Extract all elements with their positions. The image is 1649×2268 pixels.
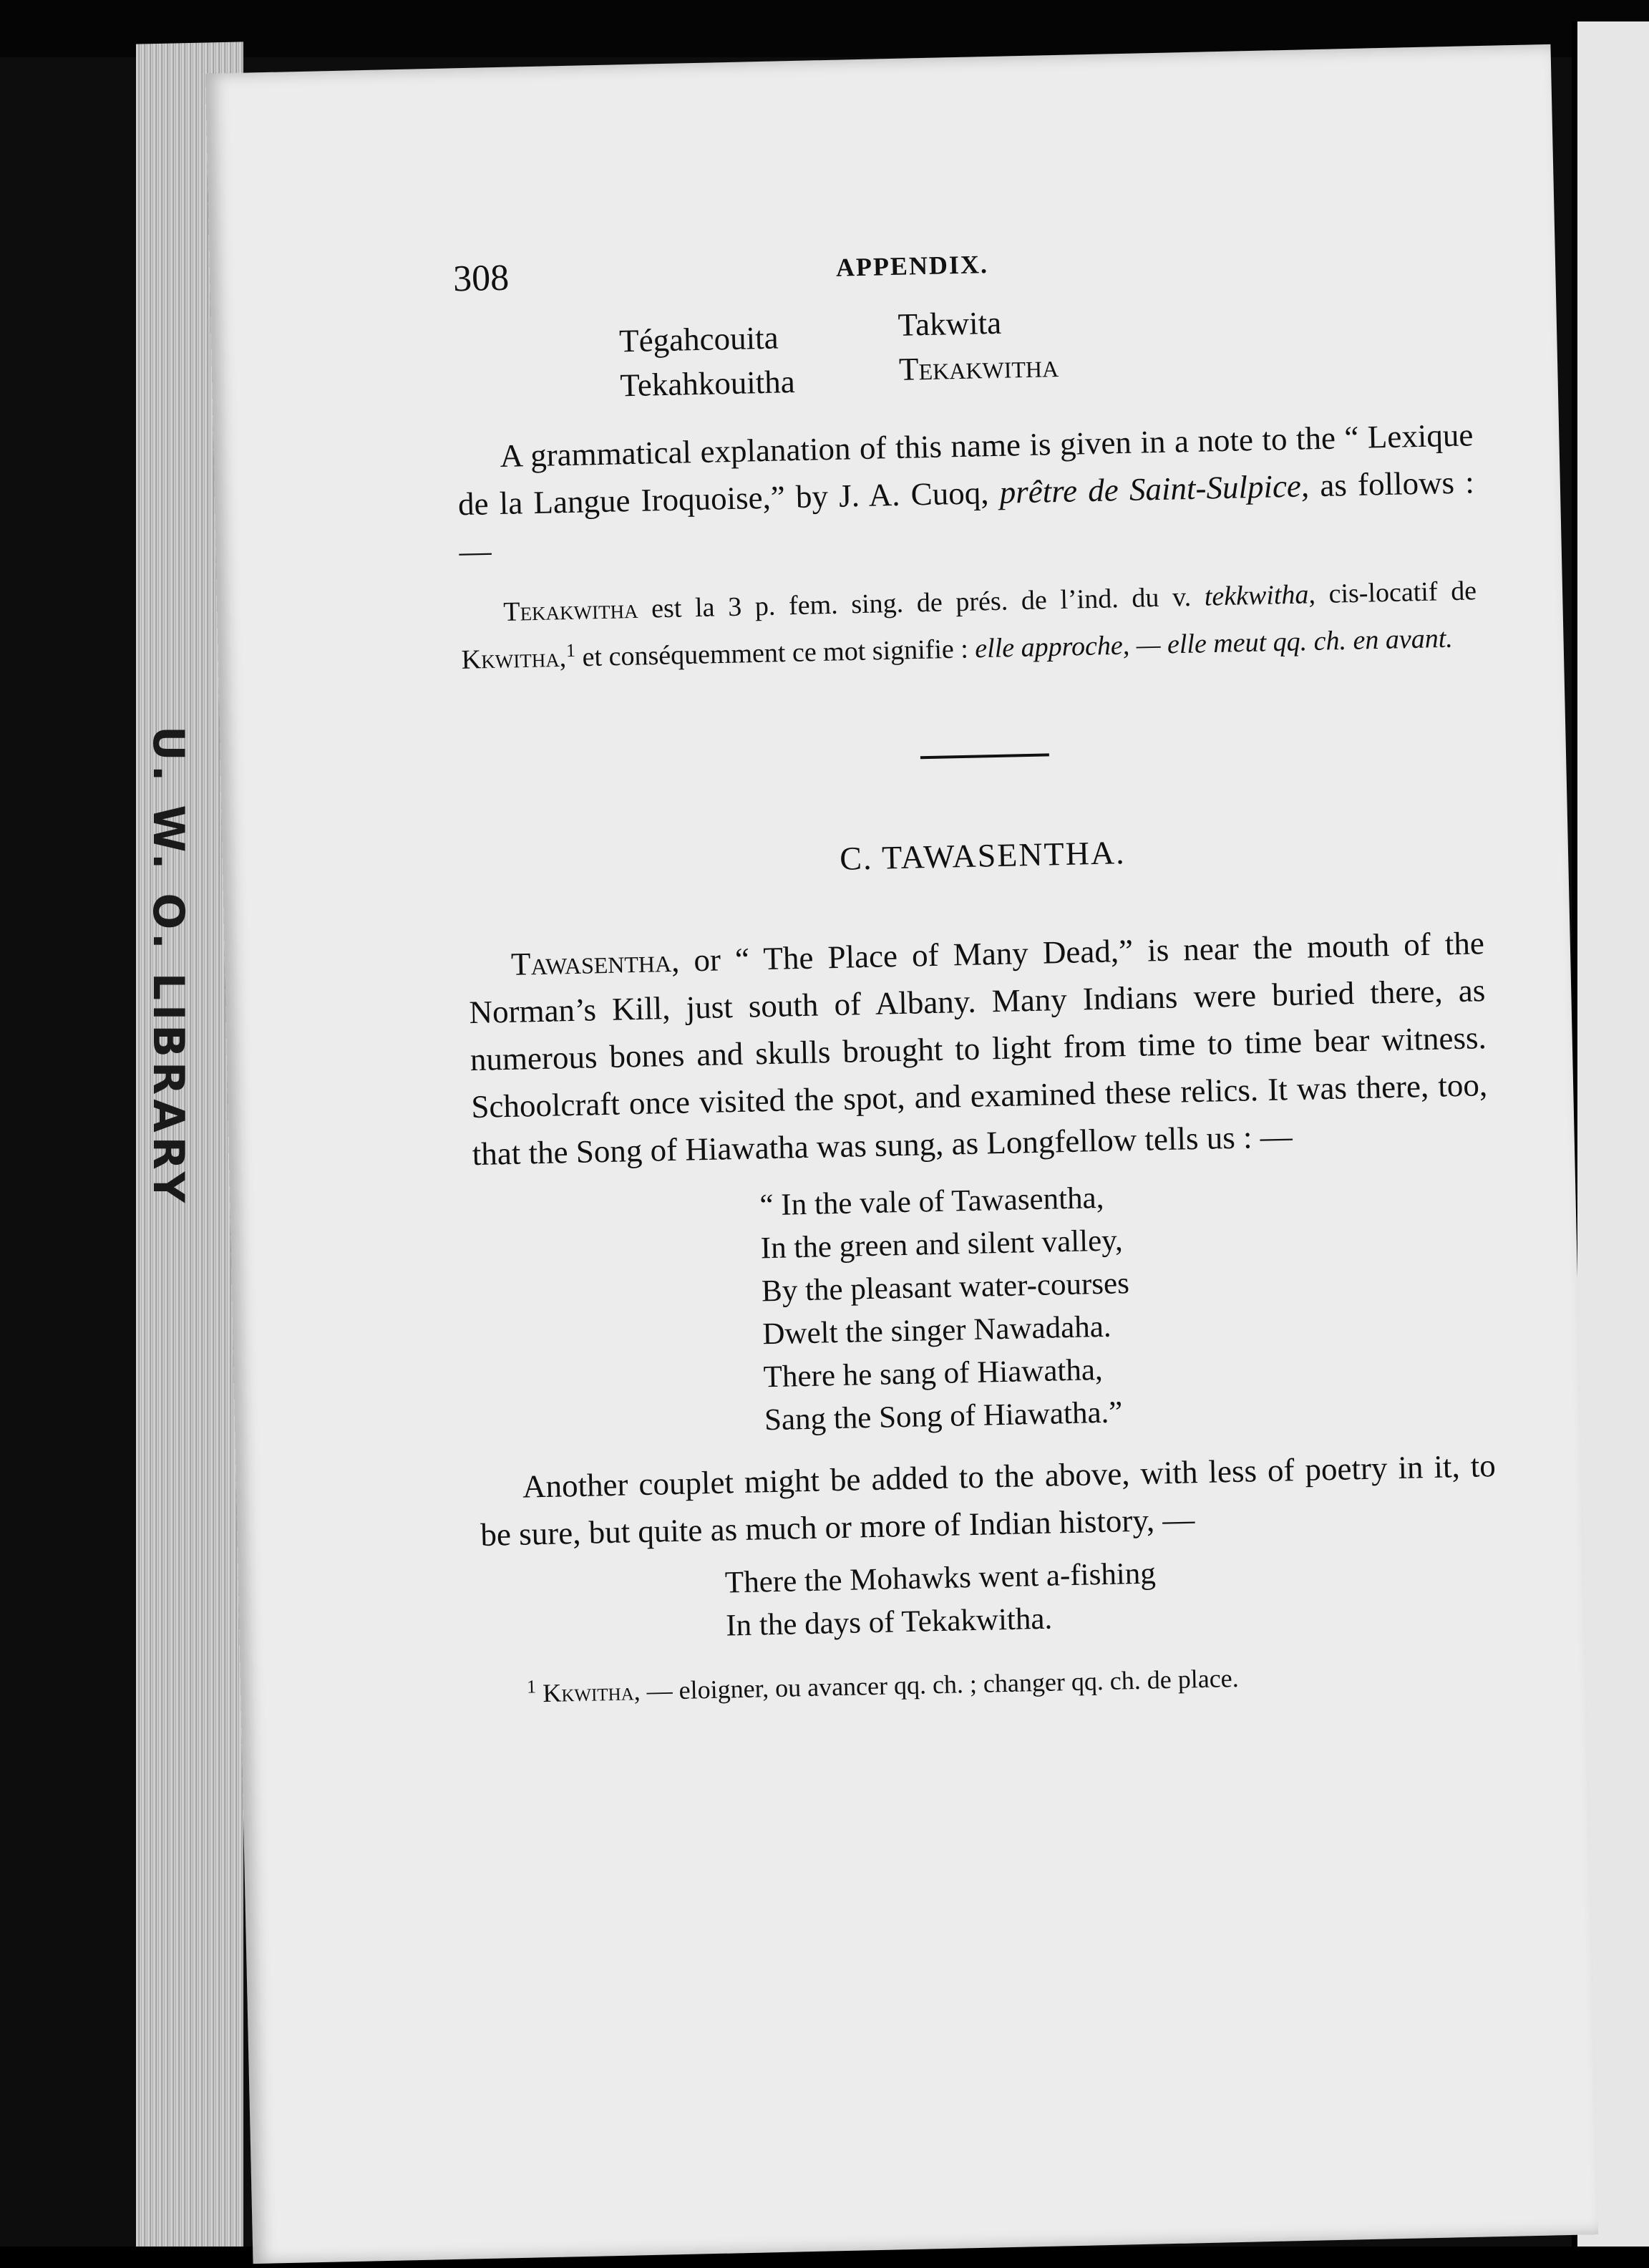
- couplet-quote: [724, 1545, 1499, 1648]
- section-title: C. TAWASENTHA.: [839, 833, 1127, 877]
- main-term: Tawasentha: [510, 942, 672, 982]
- intro-paragraph: [457, 411, 1476, 575]
- note-term: Tekakwitha: [502, 593, 638, 627]
- second-paragraph: Another couplet might be added to the above, with less of poetry in it, to be sure, but quite as much or more of Indian history, —: [480, 1447, 1497, 1553]
- couplet-line: There the Mohawks went a-fishing: [724, 1556, 1157, 1600]
- name-variants-left: [618, 315, 795, 407]
- note-text: cis-locatif de: [1315, 576, 1477, 610]
- note-term-italic: tekkwitha,: [1204, 579, 1316, 612]
- footnote-text: — eloigner, ou avancer qq. ch. ; changer qq. ch. de place.: [640, 1663, 1240, 1705]
- name-variant: Tégahcouita: [618, 319, 779, 359]
- book-page: [205, 44, 1598, 2264]
- note-root: Kkwitha,: [461, 642, 567, 675]
- footnote-term: Kkwitha,: [542, 1676, 641, 1707]
- poem-line: By the pleasant water-courses: [761, 1266, 1130, 1308]
- library-stamp: U. W. O. LIBRARY: [143, 725, 193, 1208]
- note-text: et conséquemment ce mot signifie :: [575, 634, 976, 673]
- intro-text-end: as follows : —: [458, 464, 1475, 570]
- name-variant: Tekakwitha: [898, 347, 1059, 387]
- page-number: 308: [452, 257, 510, 300]
- main-paragraph: [467, 919, 1489, 1178]
- footnote-reference: 1: [565, 639, 576, 662]
- name-variants-right: [898, 299, 1059, 392]
- section-divider: [920, 753, 1049, 759]
- page-content: [453, 236, 1501, 1715]
- name-variant: Tekahkouitha: [619, 364, 796, 404]
- poem-line: Dwelt the singer Nawadaha.: [762, 1309, 1112, 1351]
- running-head: APPENDIX.: [835, 250, 989, 282]
- poem-line: In the green and silent valley,: [760, 1223, 1124, 1265]
- couplet-line: In the days of Tekakwitha.: [725, 1601, 1053, 1643]
- name-variants: [454, 300, 1473, 433]
- poem-quote: [759, 1168, 1495, 1442]
- poem-line: “ In the vale of Tawasentha,: [759, 1181, 1104, 1222]
- lexique-note: [460, 571, 1478, 680]
- note-text: est la 3 p. fem. sing. de prés. de l’ind. du v.: [638, 581, 1205, 624]
- note-meaning-italic: elle approche, — elle meut qq. ch. en avant.: [974, 623, 1454, 664]
- footnote: [483, 1645, 1500, 1715]
- poem-line: Sang the Song of Hiawatha.”: [764, 1395, 1123, 1437]
- intro-italic-text: prêtre de Saint-Sulpice,: [999, 467, 1310, 510]
- intro-text: A grammatical explanation of this name is given in a note to the “ Lexique de la Langue Iroquoise,” by J. A. Cuoq,: [457, 417, 1474, 523]
- footnote-mark: 1: [526, 1675, 537, 1697]
- name-variant: Takwita: [898, 304, 1002, 343]
- main-text: , or “ The Place of Many Dead,” is near the mouth of the Norman’s Kill, just south of Albany. Many Indians were buried there, as numerous bones and skulls brought to light from time to time bear witness. Schoolcraft once visited the spot, and examined these relics. It was there, too, that the Song of Hiawatha was sung, as Longfellow tells us : —: [468, 924, 1488, 1172]
- poem-line: There he sang of Hiawatha,: [763, 1352, 1104, 1394]
